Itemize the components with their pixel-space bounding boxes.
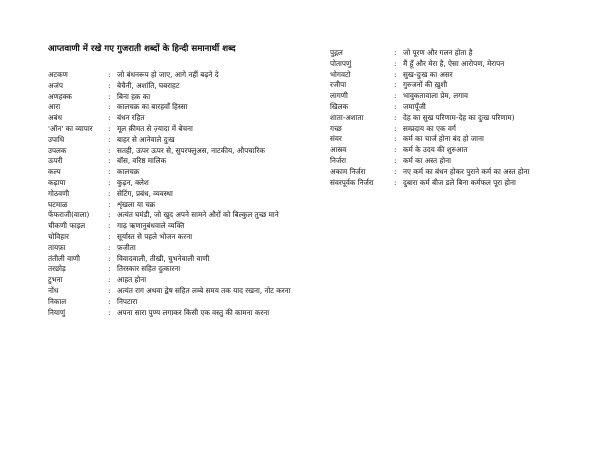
glossary-term: नियाणुं xyxy=(48,307,66,317)
glossary-entry: फेंफराजी(वाला) : अत्यंत घमंडी, जो खुद अपने सामने औरों को बिल्कुल तुच्छ माने xyxy=(48,210,308,221)
glossary-entry: अबंध : बंधन रहित xyxy=(48,113,308,124)
glossary-entry: आस्रव : कर्म के उदय की शुरुआत xyxy=(330,145,586,156)
glossary-definition: मैं हूँ और मेरा है, ऐसा आरोपण, मेरापन xyxy=(403,58,505,68)
glossary-term: टुभना xyxy=(48,275,63,285)
glossary-entry: नियाणुं : अपना सारा पुण्य लगाकर किसी एक वस्तु की कामना करना xyxy=(48,308,308,319)
glossary-term: अजंप xyxy=(48,80,63,90)
glossary-entry: ऊपरी : बॉस, वरिष्ठ मालिक xyxy=(48,156,308,167)
glossary-definition: शृंखला या चक्र xyxy=(117,199,156,209)
glossary-entry: खिलक : जमापूँजी xyxy=(330,102,586,113)
glossary-entry: तायफ़ा : फ़जीता xyxy=(48,243,308,254)
glossary-term: संवरपूर्वक निर्जरा xyxy=(330,177,374,187)
glossary-entry: कल्प : कालचक्र xyxy=(48,167,308,178)
glossary-term: फेंफराजी(वाला) xyxy=(48,210,90,220)
glossary-definition: सेटिंग, प्रबंध, व्यवस्था xyxy=(117,188,173,198)
glossary-definition: बाहर से आनेवाले दुःख xyxy=(117,134,175,144)
glossary-definition: निपटारा xyxy=(117,296,138,306)
glossary-term: चोविहार xyxy=(48,231,69,241)
glossary-term: उपलक xyxy=(48,145,67,155)
glossary-entry: गोठवणी : सेटिंग, प्रबंध, व्यवस्था xyxy=(48,189,308,200)
glossary-definition: फ़जीता xyxy=(117,242,136,252)
glossary-term: घटमाळ xyxy=(48,199,68,209)
glossary-definition: कालचक्र का बारहवाँ हिस्सा xyxy=(117,102,188,112)
glossary-term: तरछोड़ xyxy=(48,264,66,274)
glossary-entry: चोविहार : सूर्यास्त से पहले भोजन करना xyxy=(48,232,308,243)
glossary-definition: कर्म का चार्ज होना बंद हो जाना xyxy=(403,134,484,144)
glossary-term: अबंध xyxy=(48,113,63,123)
glossary-entry: भोगवटो : सुख-दुःख का असर xyxy=(330,70,586,81)
glossary-term: लागणी xyxy=(330,91,348,101)
glossary-entry: अटकण : जो बंधनरूप हो जाए, आगे नहीं बढ़ने दे xyxy=(48,70,308,81)
glossary-term: कल्प xyxy=(48,167,61,177)
glossary-term: कढ़ापा xyxy=(48,177,66,187)
glossary-entry: घटमाळ : शृंखला या चक्र xyxy=(48,200,308,211)
glossary-definition: विवादवाली, तीखी, चुभनेवाली वाणी xyxy=(117,253,210,263)
glossary-term: निर्जरा xyxy=(330,155,346,165)
glossary-term: गोठवणी xyxy=(48,188,70,198)
glossary-entry: उपाधि : बाहर से आनेवाले दुःख xyxy=(48,135,308,146)
glossary-entry: निर्जरा : कर्म का अस्त होना xyxy=(330,156,586,167)
glossary-entry: चीकणी फाइल : गाढ़ ऋणानुबंधवाले व्यक्ति xyxy=(48,221,308,232)
glossary-entry: आरा : कालचक्र का बारहवाँ हिस्सा xyxy=(48,102,308,113)
glossary-entry: गच्छ : सम्प्रदाय का एक वर्ग xyxy=(330,124,586,135)
glossary-definition: अत्यंत राग अथवा द्वेष सहित लम्बे समय तक याद रखना, नोट करना xyxy=(117,285,291,295)
glossary-definition: जो पूरण और गलन होता है xyxy=(403,48,473,57)
glossary-term: निकाल xyxy=(48,296,67,306)
glossary-entry: 'ऑन' का व्यापार : मूल क़ीमत से ज़्यादा में बेचना xyxy=(48,124,308,135)
glossary-right-column xyxy=(330,48,586,188)
glossary-definition: आहत होना xyxy=(117,275,147,285)
glossary-definition: कर्म के उदय की शुरुआत xyxy=(403,145,468,155)
glossary-entry: कढ़ापा : कुढ़न, क्लेश xyxy=(48,178,308,189)
glossary-entry: अणहक्क : बिना हक़ का xyxy=(48,92,308,103)
glossary-entry: निकाल : निपटारा xyxy=(48,297,308,308)
glossary-definition: बेचैनी, अशांति, घबराहट xyxy=(117,80,180,90)
glossary-entry: टुभना : आहत होना xyxy=(48,275,308,286)
glossary-term: अणहक्क xyxy=(48,91,72,101)
glossary-term: आरा xyxy=(48,102,61,112)
glossary-term: उपाधि xyxy=(48,134,65,144)
glossary-term: संवर xyxy=(330,134,342,144)
glossary-definition: तिरस्कार सहित दुत्कारना xyxy=(117,264,181,274)
glossary-term: पोतापणुं xyxy=(330,58,352,68)
glossary-definition: बिना हक़ का xyxy=(117,91,151,101)
glossary-definition: कालचक्र xyxy=(117,167,140,177)
glossary-term: रजीपा xyxy=(330,80,347,90)
glossary-entry: उपलक : सतही, ऊपर ऊपर से, सुपरफ्लुअस, नाटकीय, औपचारिक xyxy=(48,146,308,157)
glossary-definition: जो बंधनरूप हो जाए, आगे नहीं बढ़ने दे xyxy=(117,70,219,79)
glossary-term: ऊपरी xyxy=(48,156,63,166)
glossary-term: गच्छ xyxy=(330,123,342,133)
glossary-term: 'ऑन' का व्यापार xyxy=(48,123,93,133)
glossary-term: चीकणी फाइल xyxy=(48,221,86,231)
glossary-definition: दुबारा कर्म बीज डले बिना कर्मफल पूरा होना xyxy=(403,177,516,187)
glossary-entry: पोतापणुं : मैं हूँ और मेरा है, ऐसा आरोपण, मेरापन xyxy=(330,59,586,70)
glossary-definition: कुढ़न, क्लेश xyxy=(117,177,149,187)
glossary-title: आप्तवाणी में रखे गए गुजराती शब्दों के हिन्दी समानार्थी शब्द xyxy=(48,44,236,54)
glossary-entry: नोंध : अत्यंत राग अथवा द्वेष सहित लम्बे समय तक याद रखना, नोट करना xyxy=(48,286,308,297)
glossary-definition: बॉस, वरिष्ठ मालिक xyxy=(117,156,167,166)
glossary-entry: पुद्गल : जो पूरण और गलन होता है xyxy=(330,48,586,59)
glossary-entry: लागणी : भावुकतावाला प्रेम, लगाव xyxy=(330,91,586,102)
glossary-definition: देह का सुख परिणाम-देह का दुःख परिणाम) xyxy=(403,112,515,122)
glossary-term: खिलक xyxy=(330,101,349,111)
glossary-definition: जमापूँजी xyxy=(403,101,426,111)
glossary-term: आस्रव xyxy=(330,145,347,155)
glossary-left-column xyxy=(48,70,308,318)
glossary-definition: कर्म का अस्त होना xyxy=(403,155,451,165)
glossary-entry: तंतीली वाणी : विवादवाली, तीखी, चुभनेवाली वाणी xyxy=(48,254,308,265)
glossary-entry: अकाम निर्जरा : नए कर्म का बंधन होकर पुराने कर्म का अस्त होना xyxy=(330,167,586,178)
glossary-entry: संवरपूर्वक निर्जरा : दुबारा कर्म बीज डले बिना कर्मफल पूरा होना xyxy=(330,178,586,189)
glossary-definition: सतही, ऊपर ऊपर से, सुपरफ्लुअस, नाटकीय, औपचारिक xyxy=(117,145,265,155)
glossary-definition: गाढ़ ऋणानुबंधवाले व्यक्ति xyxy=(117,221,185,231)
glossary-entry: रजीपा : गुरुजनों की ख़ुशी xyxy=(330,80,586,91)
glossary-definition: मूल क़ीमत से ज़्यादा में बेचना xyxy=(117,123,193,133)
glossary-definition: सम्प्रदाय का एक वर्ग xyxy=(403,123,456,133)
glossary-definition: नए कर्म का बंधन होकर पुराने कर्म का अस्त होना xyxy=(403,166,530,176)
glossary-entry: शाता-अशाता : देह का सुख परिणाम-देह का दुःख परिणाम) xyxy=(330,113,586,124)
glossary-entry: तरछोड़ : तिरस्कार सहित दुत्कारना xyxy=(48,264,308,275)
glossary-term: पुद्गल xyxy=(330,48,343,57)
glossary-definition: बंधन रहित xyxy=(117,113,145,123)
glossary-entry: संवर : कर्म का चार्ज होना बंद हो जाना xyxy=(330,134,586,145)
glossary-definition: अपना सारा पुण्य लगाकर किसी एक वस्तु की कामना करना xyxy=(117,307,270,317)
glossary-definition: भावुकतावाला प्रेम, लगाव xyxy=(403,91,469,101)
glossary-definition: अत्यंत घमंडी, जो खुद अपने सामने औरों को बिल्कुल तुच्छ माने xyxy=(117,210,279,220)
glossary-term: तायफ़ा xyxy=(48,242,66,252)
glossary-term: तंतीली वाणी xyxy=(48,253,80,263)
glossary-definition: सूर्यास्त से पहले भोजन करना xyxy=(117,231,193,241)
glossary-term: अकाम निर्जरा xyxy=(330,166,366,176)
glossary-term: अटकण xyxy=(48,70,68,79)
glossary-term: नोंध xyxy=(48,285,59,295)
glossary-definition: सुख-दुःख का असर xyxy=(403,69,453,79)
glossary-term: शाता-अशाता xyxy=(330,112,364,122)
glossary-definition: गुरुजनों की ख़ुशी xyxy=(403,80,448,90)
glossary-term: भोगवटो xyxy=(330,69,351,79)
glossary-entry: अजंप : बेचैनी, अशांति, घबराहट xyxy=(48,81,308,92)
